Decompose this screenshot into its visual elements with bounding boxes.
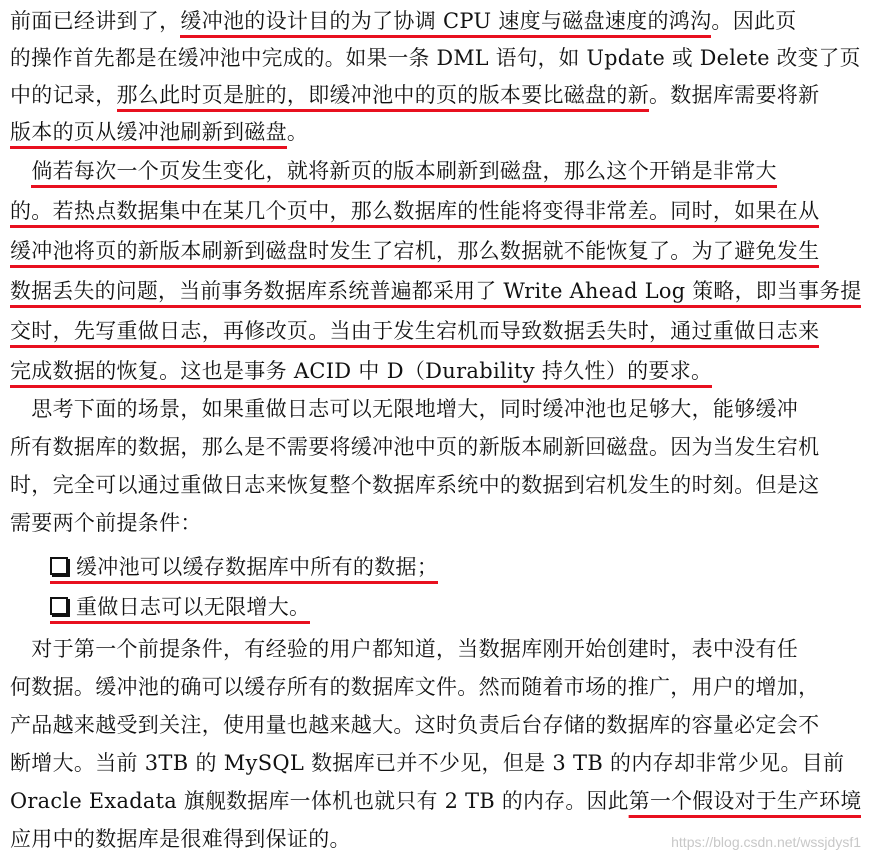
text-line xyxy=(10,706,819,744)
condition-text: 缓冲池可以缓存数据库中所有的数据 xyxy=(76,555,417,579)
condition-item xyxy=(50,548,438,586)
text-line xyxy=(10,312,819,350)
line-text: 断增大。当前 3TB 的 MySQL 数据库已并不少见，但是 3 TB 的内存却非常少见。目前 xyxy=(10,751,845,775)
text-line xyxy=(10,668,819,706)
text-line xyxy=(10,630,798,668)
text-line xyxy=(10,39,861,77)
line-text xyxy=(10,159,31,183)
text-line xyxy=(10,152,777,190)
watermark: https://blog.csdn.net/wssjdysf1 xyxy=(671,834,861,850)
text-line xyxy=(10,428,819,466)
highlighted-text: 交时，先写重做日志，再修改页。当由于发生宕机而导致数据丢失时，通过重做日志来 xyxy=(10,319,819,348)
line-text: 。因此页 xyxy=(711,9,797,33)
checkbox-icon xyxy=(50,557,68,575)
highlighted-text: 数据丢失的问题，当前事务数据库系统普遍都采用了 Write Ahead Log 策略，即当事务提 xyxy=(10,279,861,308)
condition-text: 重做日志可以无限增大。 xyxy=(76,595,311,619)
line-text: 。 xyxy=(286,120,309,144)
line-text: 何数据。缓冲池的确可以缓存所有的数据库文件。然而随着市场的推广，用户的增加， xyxy=(10,675,820,699)
highlighted-text: 倘若每次一个页发生变化，就将新页的版本刷新到磁盘，那么这个开销是非常大 xyxy=(31,159,777,188)
highlighted-text: 缓冲池的设计目的为了协调 CPU 速度与磁盘速度的鸿沟 xyxy=(180,9,711,38)
highlighted-text: 的。若热点数据集中在某几个页中，那么数据库的性能将变得非常差。同时，如果在从 xyxy=(10,199,819,228)
text-line xyxy=(10,2,797,40)
line-text: 应用中的数据库是很难得到保证的。 xyxy=(10,827,351,851)
text-line xyxy=(10,352,712,390)
highlighted-text: 那么此时页是脏的，即缓冲池中的页的版本要比磁盘的新 xyxy=(117,83,650,112)
line-text: 中的记录， xyxy=(10,83,117,107)
line-text: 前面已经讲到了， xyxy=(10,9,181,33)
text-line xyxy=(10,390,798,428)
highlighted-text: 缓冲池将页的新版本刷新到磁盘时发生了宕机，那么数据就不能恢复了。为了避免发生 xyxy=(10,239,819,268)
line-text: Oracle Exadata 旗舰数据库一体机也就只有 2 TB 的内存。因此 xyxy=(10,789,629,813)
text-line xyxy=(10,820,351,858)
highlighted-text: 版本的页从缓冲池刷新到磁盘 xyxy=(10,120,287,149)
line-text: 的操作首先都是在缓冲池中完成的。如果一条 DML 语句，如 Update 或 Delete 改变了页 xyxy=(10,46,861,70)
checkbox-icon xyxy=(50,597,68,615)
text-line xyxy=(10,504,202,542)
line-text: 思考下面的场景，如果重做日志可以无限地增大，同时缓冲池也足够大，能够缓冲 xyxy=(10,397,799,421)
text-line xyxy=(10,782,861,820)
condition-item xyxy=(50,588,310,626)
text-line xyxy=(10,192,819,230)
text-line xyxy=(10,466,819,504)
text-line xyxy=(10,113,308,151)
highlighted-text xyxy=(50,555,438,584)
line-text: 。数据库需要将新 xyxy=(649,83,820,107)
highlighted-text: 第一个假设对于生产环境 xyxy=(629,789,862,818)
highlighted-text xyxy=(50,595,310,624)
highlighted-text: 完成数据的恢复。这也是事务 ACID 中 D（Durability 持久性）的要求。 xyxy=(10,359,712,388)
line-text: 时，完全可以通过重做日志来恢复整个数据库系统中的数据到宕机发生的时刻。但是这 xyxy=(10,473,820,497)
line-text: 产品越来越受到关注，使用量也越来越大。这时负责后台存储的数据库的容量必定会不 xyxy=(10,713,820,737)
line-text: 对于第一个前提条件，有经验的用户都知道，当数据库刚开始创建时，表中没有任 xyxy=(10,637,799,661)
condition-punct: ； xyxy=(416,555,439,579)
text-line xyxy=(10,744,844,782)
text-line xyxy=(10,232,819,270)
line-text: 需要两个前提条件： xyxy=(10,511,202,535)
text-line xyxy=(10,272,861,310)
text-line xyxy=(10,76,819,114)
line-text: 所有数据库的数据，那么是不需要将缓冲池中页的新版本刷新回磁盘。因为当发生宕机 xyxy=(10,435,820,459)
